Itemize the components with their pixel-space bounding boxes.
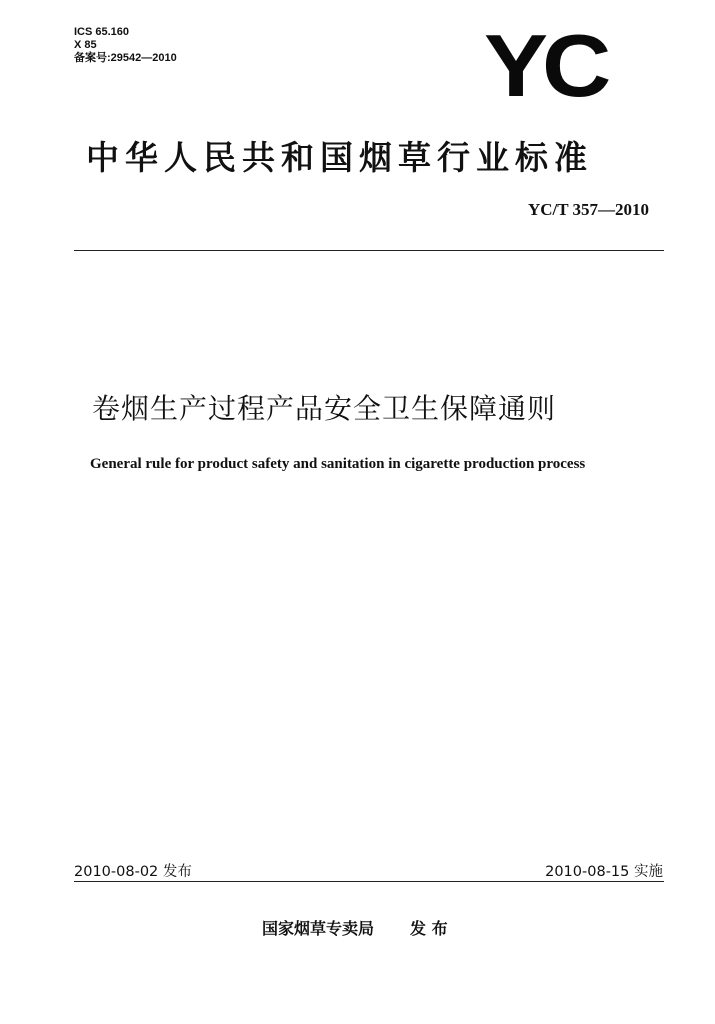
publisher-name: 国家烟草专卖局: [262, 919, 375, 938]
standard-org-title: 中华人民共和国烟草行业标准: [86, 138, 593, 177]
document-title-cn: 卷烟生产过程产品安全卫生保障通则: [92, 392, 557, 425]
issue-date: 2010-08-02 发布: [74, 864, 192, 880]
classification-block: [74, 26, 177, 65]
ics-code: ICS 65.160: [74, 26, 130, 38]
footer-divider: [74, 881, 664, 882]
standard-number: YC/T 357—2010: [527, 200, 649, 219]
implementation-date: 2010-08-15 实施: [545, 864, 663, 880]
record-number: 备案号:29542—2010: [74, 52, 177, 64]
header-divider: [74, 250, 664, 251]
yc-logo: YC: [484, 16, 606, 116]
document-title-en: General rule for product safety and sanitation in cigarette production process: [90, 456, 586, 472]
class-code: X 85: [74, 39, 97, 51]
publisher-line: [262, 916, 448, 939]
publish-action: 发 布: [410, 919, 448, 938]
